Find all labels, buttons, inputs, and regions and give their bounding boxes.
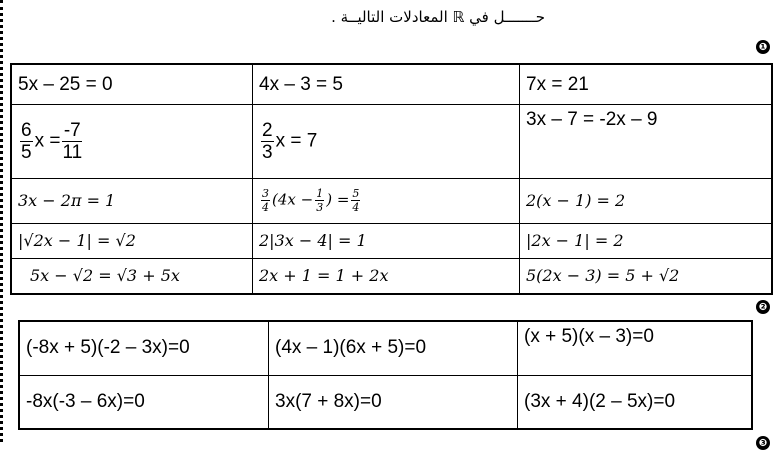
fraction: $\frac{2}{3}$ [262,120,273,164]
instruction-title: حـــــــل في ℝ المعادلات التاليــة . [331,8,545,26]
fraction: $\frac{6}{5}$ [21,120,32,164]
equation-cell: 3x – 7 = -2x – 9 [520,105,773,178]
equation-cell: 5(2x − 3) = 5 + √2 [520,258,773,294]
equation-cell: 5x − √2 = √3 + 5x [11,258,253,294]
equation-cell: $\frac{3}{4}$ (4x − $\frac{1}{3}$ ) = $\frac{5}{4}$ [253,178,520,223]
fraction: $\frac{-7}{11}$ [62,120,83,164]
exercise-marker-3: ❸ [756,436,770,450]
equation-cell: 4x – 3 = 5 [253,64,520,105]
equation-cell: 3x(7 + 8x)=0 [269,375,518,429]
exercise-marker-2: ❷ [756,300,770,314]
equation-cell: $\frac{2}{3}$ x = 7 [253,105,520,178]
equation-cell: (-8x + 5)(-2 – 3x)=0 [19,321,269,375]
equation-cell: 5x – 25 = 0 [11,64,253,105]
table-row [19,321,752,375]
table-row [11,64,772,105]
equation-cell: 7x = 21 [520,64,773,105]
equation-cell: (x + 5)(x – 3)=0 [518,321,753,375]
equation-cell: (3x + 4)(2 – 5x)=0 [518,375,753,429]
equations-table-2 [18,320,753,430]
exercise-marker-1: ❶ [756,40,770,54]
equation-cell: |2x − 1| = 2 [520,223,773,258]
fraction: $\frac{3}{4}$ [262,187,269,215]
equation-cell: (4x – 1)(6x + 5)=0 [269,321,518,375]
fraction: $\frac{5}{4}$ [352,187,360,215]
equations-table-1 [10,63,773,295]
equation-cell: |√2x − 1| = √2 [11,223,253,258]
left-dotted-border [0,0,3,442]
equation-cell: $\frac{6}{5}$ x = $\frac{-7}{11}$ [11,105,253,178]
table-row [11,105,772,178]
table-row [19,375,752,429]
equation-cell: 2(x − 1) = 2 [520,178,773,223]
table-row [11,258,772,294]
equation-cell: -8x(-3 – 6x)=0 [19,375,269,429]
table-row [11,223,772,258]
equation-cell: 3x − 2π = 1 [11,178,253,223]
equation-cell: 2x + 1 = 1 + 2x [253,258,520,294]
table-row [11,178,772,223]
fraction: $\frac{1}{3}$ [316,187,324,215]
equation-cell: 2|3x − 4| = 1 [253,223,520,258]
